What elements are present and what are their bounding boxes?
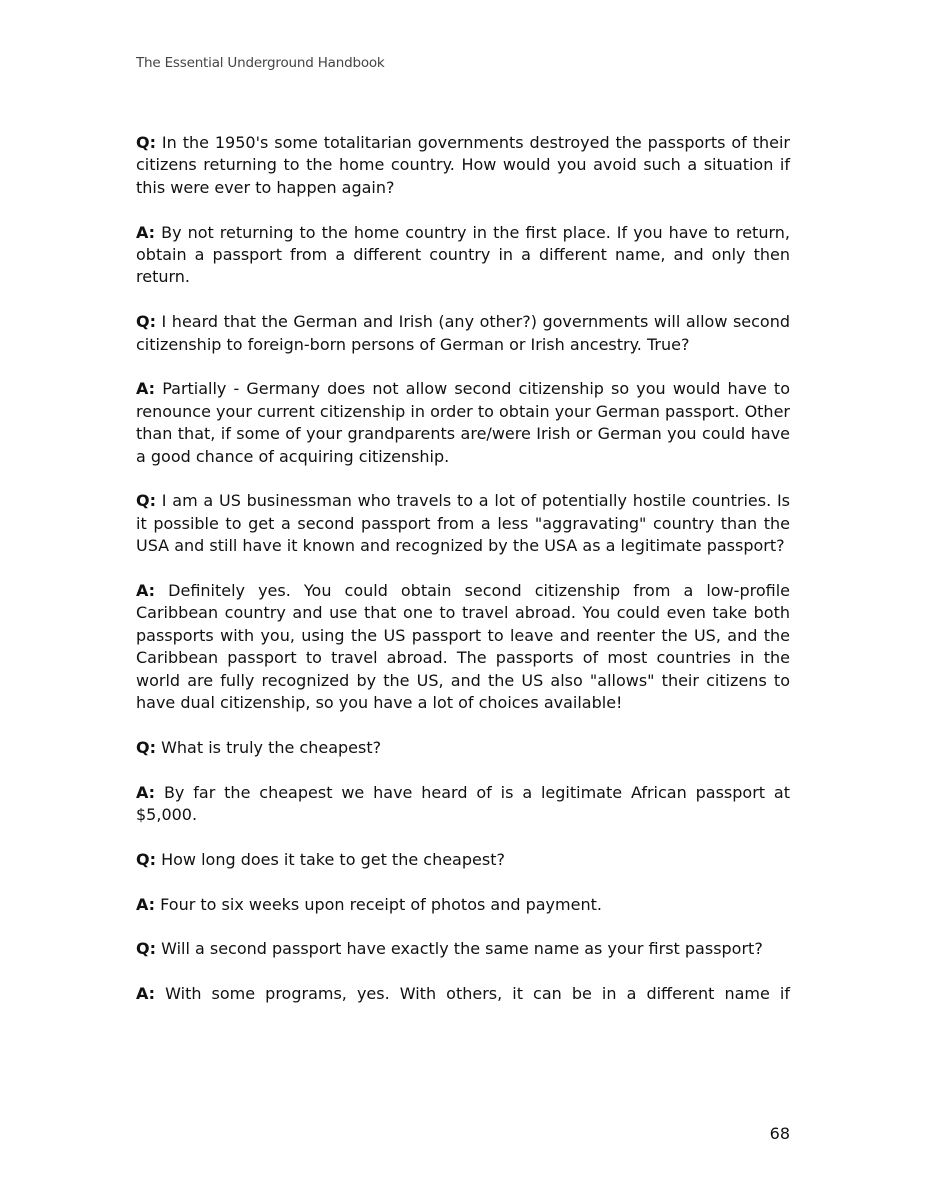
qa-text: How long does it take to get the cheapest? — [161, 849, 505, 869]
qa-label: A: — [136, 222, 156, 242]
qa-text: Definitely yes. You could obtain second citizenship from a low-profile Caribbean country and use that one to travel abroad. You could even take both passports with you, using the US passport to leave and reenter the US, and the Caribbean passport to travel abroad. The passports of most countries in the world are fully recognized by the US, and the US also "allows" their citizens to have dual citizenship, so you have a lot of choices available! — [136, 581, 790, 713]
qa-text: I am a US businessman who travels to a lot of potentially hostile countries. Is it possible to get a second passport from a less "aggravating" country than the USA and still have it known and recognized by the USA as a legitimate passport? — [136, 491, 791, 556]
answer-paragraph — [136, 894, 790, 916]
qa-text: By far the cheapest we have heard of is a legitimate African passport at $5,000. — [136, 782, 790, 825]
qa-text: What is truly the cheapest? — [161, 737, 382, 757]
question-paragraph — [136, 311, 790, 356]
qa-label: A: — [136, 782, 156, 802]
qa-label: A: — [136, 379, 156, 399]
qa-text: Partially - Germany does not allow second citizenship so you would have to renounce your current citizenship in order to obtain your German passport. Other than that, if some of your grandparents are/were Irish or German you could have a good chance of acquiring citizenship. — [136, 379, 790, 466]
qa-text: I heard that the German and Irish (any other?) governments will allow second citizenship to foreign-born persons of German or Irish ancestry. True? — [136, 312, 791, 354]
qa-text: Will a second passport have exactly the same name as your first passport? — [161, 939, 763, 959]
question-paragraph — [136, 490, 790, 557]
answer-paragraph — [136, 580, 790, 714]
answer-paragraph — [136, 378, 790, 468]
qa-text: In the 1950's some totalitarian governments destroyed the passports of their citizens returning to the home country. How would you avoid such a situation if this were ever to happen again? — [136, 133, 790, 197]
qa-label: Q: — [136, 737, 156, 757]
question-paragraph — [136, 132, 790, 199]
question-paragraph — [136, 737, 790, 759]
qa-label: Q: — [136, 939, 156, 959]
answer-paragraph — [136, 983, 790, 1005]
qa-label: Q: — [136, 491, 156, 511]
qa-label: Q: — [136, 849, 156, 869]
question-paragraph — [136, 849, 790, 871]
answer-paragraph — [136, 782, 790, 827]
qa-text: With some programs, yes. With others, it can be in a different name if — [165, 984, 790, 1004]
answer-paragraph — [136, 222, 790, 289]
qa-label: A: — [136, 894, 156, 914]
qa-label: Q: — [136, 312, 156, 332]
qa-label: A: — [136, 984, 156, 1004]
page-body — [136, 132, 790, 1028]
page-number: 68 — [769, 1124, 790, 1143]
question-paragraph — [136, 938, 790, 960]
qa-text: By not returning to the home country in the first place. If you have to return, obtain a passport from a different country in a different name, and only then return. — [136, 222, 790, 287]
qa-label: Q: — [136, 133, 156, 152]
running-header: The Essential Underground Handbook — [136, 55, 385, 71]
qa-label: A: — [136, 581, 156, 601]
qa-text: Four to six weeks upon receipt of photos and payment. — [160, 894, 602, 914]
